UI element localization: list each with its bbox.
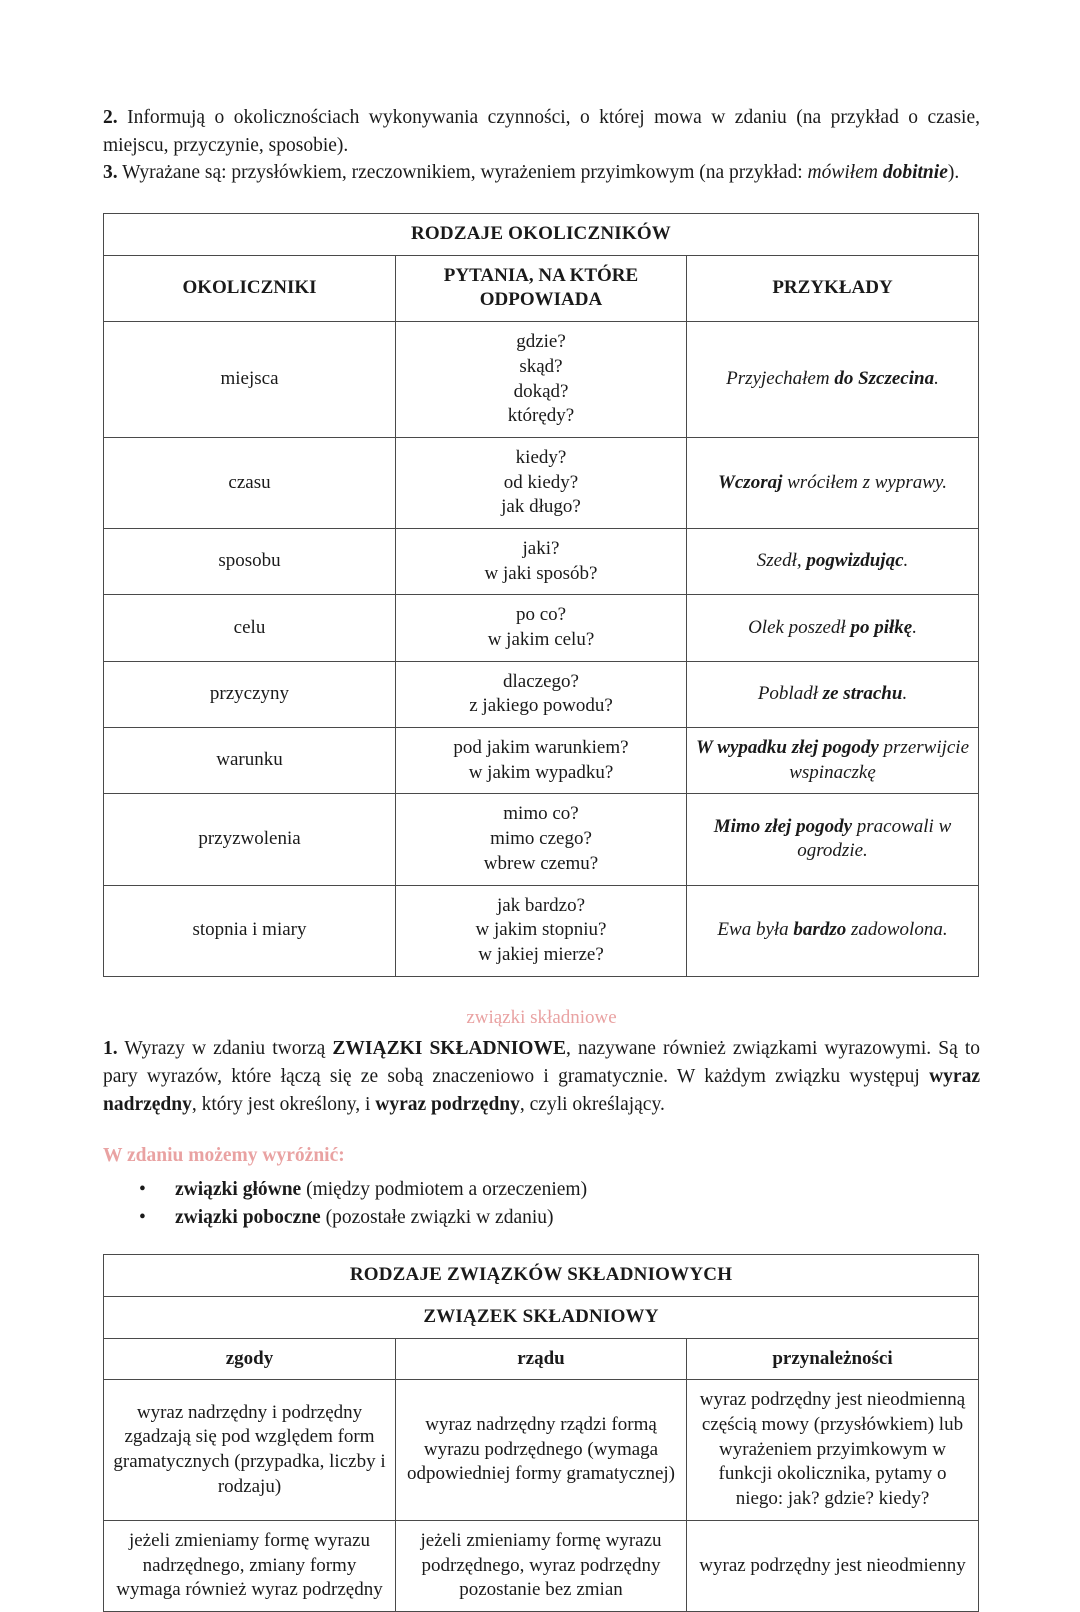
list-item-description: (między podmiotem a orzeczeniem) (301, 1178, 588, 1200)
intro-item-3 (103, 159, 980, 187)
question-line: mimo co? (503, 803, 579, 825)
question-line: po co? (515, 604, 567, 626)
example-emphasis: po piłkę (850, 616, 913, 638)
intro-item-3-bold-italic: dobitnie (882, 162, 948, 184)
okolicznik-questions (396, 595, 687, 661)
table-zwiazki-header-0: zgody (104, 1338, 396, 1380)
table-okoliczniki-header-row (104, 255, 979, 321)
example-text: Pobladł (757, 683, 823, 705)
table-zwiazki-body (104, 1255, 979, 1612)
intro-item-3-text-b: ). (947, 162, 960, 184)
paragraph-bold-2: wyraz nadrzędny (103, 1066, 980, 1115)
example-text: . (902, 683, 908, 705)
table-zwiazki-subtitle-row (104, 1297, 979, 1339)
paragraph-zwiazki-skladniowe (103, 1035, 980, 1118)
zwiazek-description: jeżeli zmieniamy formę wyrazu podrzędnego, wyraz podrzędny pozostanie bez zmian (396, 1520, 687, 1611)
list-item (139, 1204, 980, 1232)
example-text: Olek poszedł (748, 616, 851, 638)
example-emphasis: Mimo złej pogody (713, 815, 853, 837)
okolicznik-questions (396, 794, 687, 885)
bullet-icon: • (139, 1178, 146, 1200)
table-row (104, 728, 979, 794)
zwiazek-description: jeżeli zmieniamy formę wyrazu nadrzędnego, zmiany formy wymaga również wyraz podrzędny (104, 1520, 396, 1611)
paragraph-bold-3: wyraz podrzędny (375, 1093, 520, 1115)
okolicznik-questions (396, 885, 687, 976)
question-line: mimo czego? (490, 828, 592, 850)
table-zwiazki-subtitle: ZWIĄZEK SKŁADNIOWY (104, 1297, 979, 1339)
example-emphasis: pogwizdując (806, 550, 904, 572)
paragraph-text-c: , który jest określony, i (191, 1093, 376, 1115)
table-okoliczniki-title: RODZAJE OKOLICZNIKÓW (104, 214, 979, 256)
list-item-term: związki główne (175, 1178, 302, 1200)
table-row (104, 661, 979, 727)
pink-heading-w-zdaniu: W zdaniu możemy wyróżnić: (103, 1145, 345, 1167)
zwiazek-description: wyraz nadrzędny rządzi formą wyrazu podrzędnego (wymaga odpowiedniej formy gramatycznej) (396, 1380, 687, 1520)
intro-item-3-number: 3. (103, 162, 118, 184)
intro-item-2-number: 2. (103, 107, 118, 128)
okolicznik-type: przyczyny (104, 661, 396, 727)
table-okoliczniki-wrapper (103, 213, 980, 977)
example-text: . (934, 368, 939, 390)
example-text: Przyjechałem (726, 368, 835, 390)
okolicznik-questions (396, 322, 687, 438)
question-line: skąd? (519, 355, 563, 377)
okolicznik-example (687, 661, 979, 727)
zwiazek-description: wyraz podrzędny jest nieodmienny (687, 1520, 979, 1611)
question-line: w jaki sposób? (484, 562, 598, 584)
question-line: pod jakim warunkiem? (453, 737, 629, 759)
okolicznik-example (687, 885, 979, 976)
table-okoliczniki (103, 213, 979, 977)
question-line: dokąd? (513, 380, 569, 402)
example-text: Szedł, (756, 550, 807, 572)
question-line: w jakim wypadku? (468, 761, 614, 783)
table-row (104, 794, 979, 885)
paragraph-text-d: , czyli określający. (519, 1093, 665, 1115)
pink-heading-zwiazki-skladniowe: związki składniowe (466, 1006, 617, 1028)
list-item (139, 1176, 980, 1204)
table-zwiazki-header-2: przynależności (687, 1338, 979, 1380)
okolicznik-questions (396, 528, 687, 594)
question-line: kiedy? (515, 446, 567, 468)
example-text: Ewa była (717, 919, 794, 941)
example-emphasis: W wypadku złej pogody (695, 737, 879, 759)
okolicznik-type: miejsca (104, 322, 396, 438)
table-zwiazki-title: RODZAJE ZWIĄZKÓW SKŁADNIOWYCH (104, 1255, 979, 1297)
list-item-term: związki poboczne (175, 1207, 321, 1229)
intro-item-2-text: Informują o okolicznościach wykonywania czynności, o której mowa w zdaniu (na przykład o czasie, miejscu, przyczynie, sposobie). (103, 107, 980, 156)
question-line: w jakim celu? (487, 629, 595, 650)
paragraph-number: 1. (103, 1038, 118, 1060)
table-okoliczniki-header-1: PYTANIA, NA KTÓRE ODPOWIADA (396, 255, 687, 321)
table-zwiazki-wrapper (103, 1254, 980, 1612)
paragraph-text-a: Wyrazy w zdaniu tworzą (117, 1038, 333, 1060)
question-line: wbrew czemu? (483, 852, 599, 874)
okolicznik-example (687, 794, 979, 885)
example-text: wróciłem z wyprawy. (782, 471, 948, 493)
table-zwiazki-title-row (104, 1255, 979, 1297)
paragraph-text-b: , nazywane również związkami wyrazowymi. Są to pary wyrazów, które łączą się ze sobą znaczeniowo i gramatycznie. W każdym związku występuj (103, 1038, 980, 1088)
zwiazek-description: wyraz nadrzędny i podrzędny zgadzają się pod względem form gramatycznych (przypadka, liczby i rodzaju) (104, 1380, 396, 1520)
table-row (104, 322, 979, 438)
intro-item-3-text-a: Wyrażane są: przysłówkiem, rzeczownikiem, wyrażeniem przyimkowym (na przykład: (117, 162, 808, 184)
table-okoliczniki-header-2: PRZYKŁADY (687, 255, 979, 321)
okolicznik-type: przyzwolenia (104, 794, 396, 885)
example-emphasis: Wczoraj (717, 471, 783, 493)
table-okoliczniki-title-row (104, 214, 979, 256)
example-text: pracowali w ogrodzie. (797, 815, 952, 862)
okolicznik-example (687, 322, 979, 438)
okolicznik-example (687, 728, 979, 794)
table-zwiazki-header-1: rządu (396, 1338, 687, 1380)
intro-item-3-italic: mówiłem (807, 162, 878, 184)
question-line: jak długo? (501, 496, 581, 518)
table-row (104, 595, 979, 661)
example-text: przerwijcie wspinaczkę (789, 737, 970, 783)
okolicznik-questions (396, 728, 687, 794)
table-zwiazki-header-row (104, 1338, 979, 1380)
question-line: jak bardzo? (496, 894, 586, 916)
okolicznik-questions (396, 437, 687, 528)
question-line: jaki? (522, 537, 560, 559)
okolicznik-questions (396, 661, 687, 727)
paragraph-bold-1: ZWIĄZKI SKŁADNIOWE (332, 1038, 566, 1060)
intro-item-2 (103, 104, 980, 159)
table-okoliczniki-body (104, 214, 979, 977)
question-line: którędy? (507, 405, 575, 427)
example-emphasis: do Szczecina (834, 368, 935, 390)
bullet-list (103, 1176, 980, 1233)
question-line: od kiedy? (503, 471, 579, 493)
okolicznik-type: warunku (104, 728, 396, 794)
table-row (104, 1380, 979, 1520)
example-text: zadowolona. (846, 919, 948, 941)
okolicznik-type: sposobu (104, 528, 396, 594)
table-row (104, 437, 979, 528)
question-line: gdzie? (516, 331, 566, 353)
table-row (104, 1520, 979, 1611)
okolicznik-example (687, 528, 979, 594)
zwiazek-description: wyraz podrzędny jest nieodmienną częścią mowy (przysłówkiem) lub wyrażeniem przyimkowym w funkcji okolicznika, pytamy o niego: jak? gdzie? kiedy? (687, 1380, 979, 1520)
example-emphasis: ze strachu (822, 683, 903, 705)
question-line: dlaczego? (503, 670, 579, 692)
example-text: . (912, 616, 917, 638)
okolicznik-example (687, 437, 979, 528)
bullet-icon: • (139, 1207, 146, 1229)
question-line: w jakiej mierze? (478, 943, 604, 965)
question-line: w jakim stopniu? (475, 919, 607, 941)
okolicznik-example (687, 595, 979, 661)
table-row (104, 528, 979, 594)
example-emphasis: bardzo (793, 919, 847, 941)
example-text: . (903, 550, 909, 572)
list-item-description: (pozostałe związki w zdaniu) (320, 1207, 554, 1229)
okolicznik-type: czasu (104, 437, 396, 528)
question-line: z jakiego powodu? (469, 695, 613, 717)
table-okoliczniki-header-0: OKOLICZNIKI (104, 255, 396, 321)
okolicznik-type: celu (104, 595, 396, 661)
table-zwiazki (103, 1254, 979, 1612)
table-row (104, 885, 979, 976)
okolicznik-type: stopnia i miary (104, 885, 396, 976)
